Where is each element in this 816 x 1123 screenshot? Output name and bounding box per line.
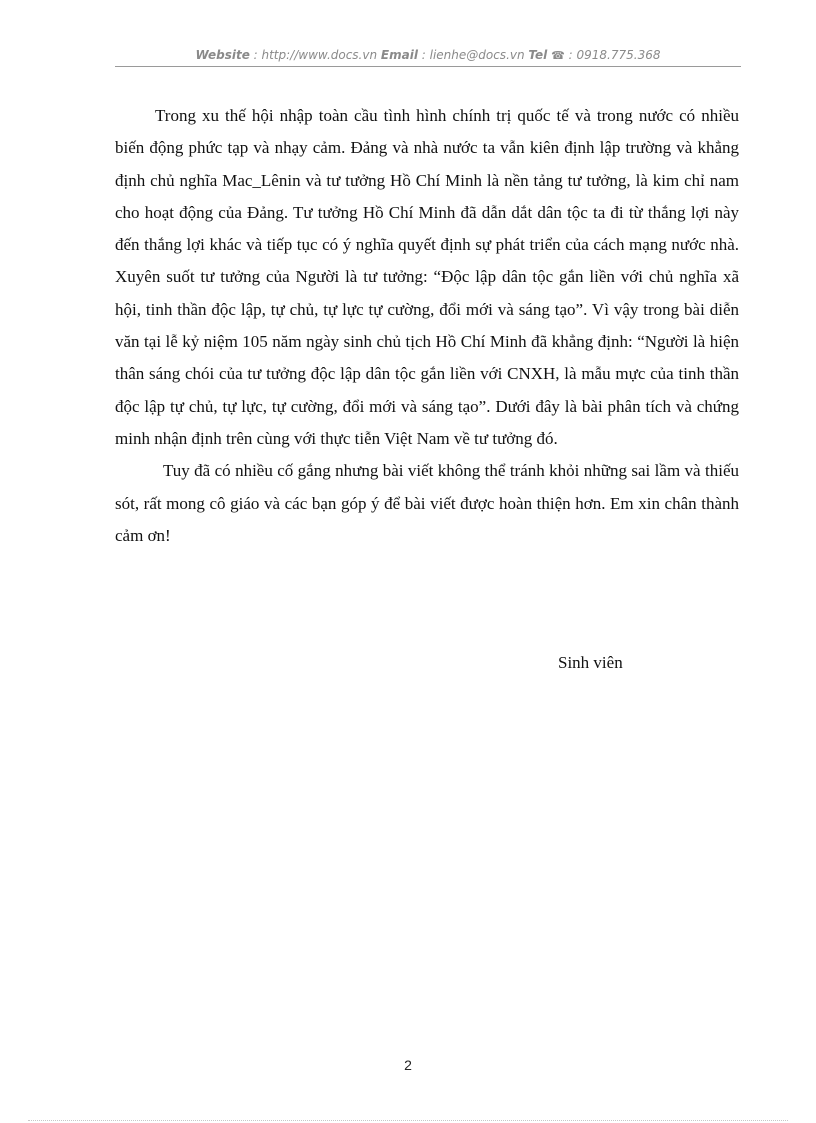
header-divider bbox=[115, 66, 741, 67]
page-number: 2 bbox=[404, 1057, 412, 1073]
email-value: : lienhe@docs.vn bbox=[417, 48, 529, 62]
phone-icon: ☎ bbox=[551, 49, 565, 62]
body-paragraph-1: Trong xu thế hội nhập toàn cầu tình hình chính trị quốc tế và trong nước có nhiều biến động phức tạp và nhạy cảm. Đảng và nhà nước ta vẫn kiên định lập trường và khẳng định chủ nghĩa Mac_Lênin và tư tưởng Hồ Chí Minh là nền tảng tư tưởng, là kim chỉ nam cho hoạt động của Đảng. Tư tưởng Hồ Chí Minh đã dẫn dắt dân tộc ta đi từ thắng lợi này đến thắng lợi khác và tiếp tục có ý nghĩa quyết định sự phát triển của cách mạng nước nhà. Xuyên suốt tư tưởng của Người là tư tưởng: “Độc lập dân tộc gắn liền với chủ nghĩa xã hội, tinh thần độc lập, tự chủ, tự lực tự cường, đổi mới và sáng tạo”. Vì vậy trong bài diễn văn tại lễ kỷ niệm 105 năm ngày sinh chủ tịch Hồ Chí Minh đã khẳng định: “Người là hiện thân sáng chói của tư tưởng độc lập dân tộc gắn liền với CNXH, là mẫu mực của tinh thần độc lập tự chủ, tự lực, tự cường, đổi mới và sáng tạo”. Dưới đây là bài phân tích và chứng minh nhận định trên cùng với thực tiễn Việt Nam về tư tưởng đó. bbox=[115, 106, 739, 448]
tel-value: : 0918.775.368 bbox=[564, 48, 661, 62]
tel-label: Tel bbox=[528, 48, 548, 62]
page-header bbox=[115, 48, 741, 62]
document-body bbox=[115, 100, 739, 552]
email-label: Email bbox=[380, 48, 418, 62]
website-label: Website bbox=[195, 48, 250, 62]
body-paragraph-2: Tuy đã có nhiều cố gắng nhưng bài viết không thể tránh khỏi những sai lầm và thiếu sót, rất mong cô giáo và các bạn góp ý để bài viết được hoàn thiện hơn. Em xin chân thành cảm ơn! bbox=[115, 461, 739, 545]
page-bottom-divider bbox=[28, 1120, 788, 1121]
signature-label: Sinh viên bbox=[558, 653, 623, 672]
website-value: : http://www.docs.vn bbox=[249, 48, 381, 62]
